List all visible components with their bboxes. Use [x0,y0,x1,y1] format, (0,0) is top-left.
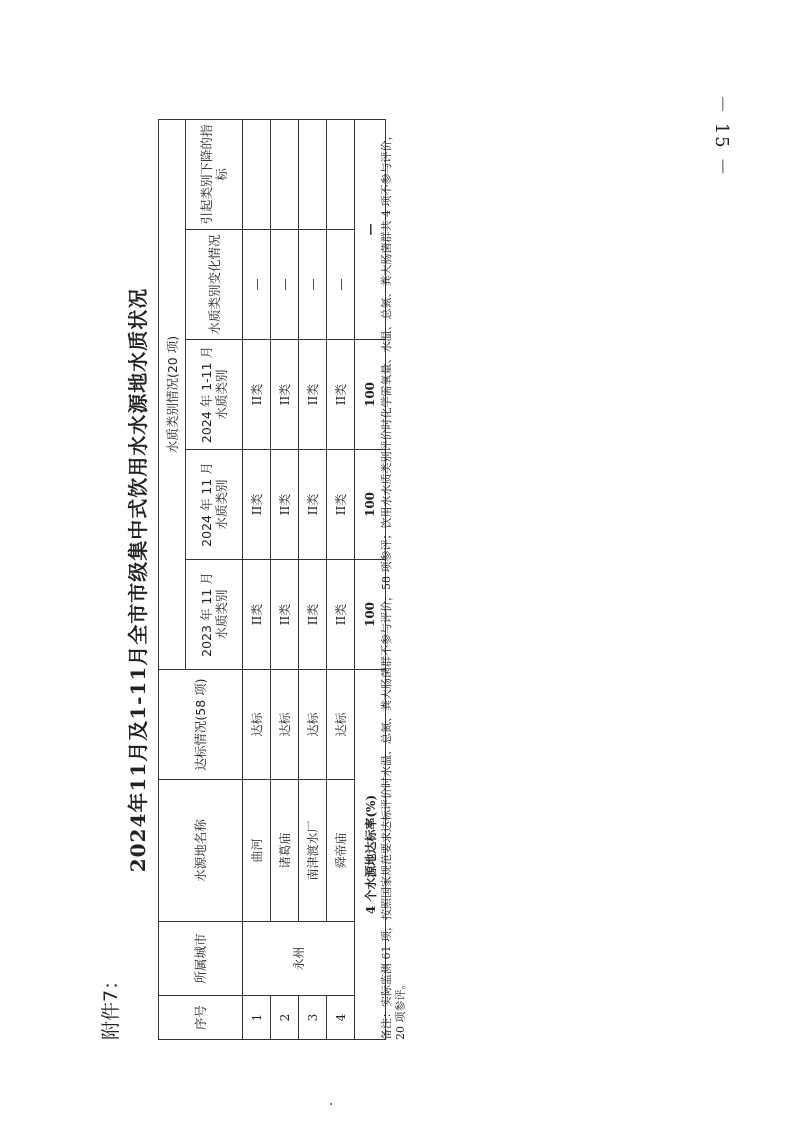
cell-seq: 2 [271,996,299,1040]
attachment-label: 附件7： [100,970,122,1040]
cell-indicators [327,119,355,229]
cell-cat-2023: II类 [243,560,271,670]
header-indicators: 引起类别下降的指标 [186,119,243,229]
table-row [327,119,355,1039]
summary-cat-2024: 100 [355,450,386,560]
cell-indicators [243,119,271,229]
cell-seq: 3 [299,996,327,1040]
cell-seq: 1 [243,996,271,1040]
cell-cat-2024: II类 [299,450,327,560]
header-cat-2024-1-11: 2024 年 1-11 月 水质类别 [186,340,243,450]
header-category-group: 水质类别情况(20 项) [159,119,186,669]
cell-source-name: 曲河 [243,780,271,922]
page-title: 2024年11月及1-11月全市市级集中式饮用水水源地水质状况 [126,287,150,873]
footnote: 备注：实际监测 61 项，按照国家规范要求达标评价时水温、总氮、粪大肠菌群不参与评价，58 项参评；饮用水水质类别评价时化学需氧量、水温、总氮、粪大肠菌群共 4 项不参与评价，20 项参评。 [380,129,407,1040]
cell-cat-2024-ytd: II类 [271,340,299,450]
header-source-name: 水源地名称 [159,780,243,922]
cell-cat-2024: II类 [271,450,299,560]
cell-indicators [271,119,299,229]
summary-cat-2024-ytd: 100 [355,340,386,450]
cell-change: — [271,230,299,340]
cell-standard: 达标 [243,670,271,780]
cell-indicators [299,119,327,229]
cell-change: — [327,230,355,340]
cell-cat-2024: II类 [243,450,271,560]
page-number: － 15 － [711,95,732,178]
cell-city: 永州 [243,922,355,996]
cell-cat-2024: II类 [327,450,355,560]
table-row [271,119,299,1039]
cell-source-name: 诸葛庙 [271,780,299,922]
cell-cat-2023: II类 [271,560,299,670]
cell-source-name: 舜帝庙 [327,780,355,922]
header-cat-2023-11: 2023 年 11 月 水质类别 [186,560,243,670]
scan-speck [330,1103,332,1105]
header-standard: 达标情况(58 项) [159,670,243,780]
cell-cat-2024-ytd: II类 [299,340,327,450]
table-row [243,119,271,1039]
header-city: 所属城市 [159,922,243,996]
water-quality-table [158,119,386,1040]
cell-change: — [299,230,327,340]
cell-source-name: 南津渡水厂 [299,780,327,922]
cell-cat-2023: II类 [327,560,355,670]
cell-cat-2024-ytd: II类 [327,340,355,450]
cell-change: — [243,230,271,340]
header-cat-2024-11: 2024 年 11 月 水质类别 [186,450,243,560]
summary-label: 4 个水源地达标率(%) [355,670,386,1040]
cell-standard: 达标 [299,670,327,780]
cell-standard: 达标 [271,670,299,780]
summary-change: — [355,119,386,339]
header-seq: 序号 [159,996,243,1040]
cell-seq: 4 [327,996,355,1040]
cell-standard: 达标 [327,670,355,780]
header-change: 水质类别变化情况 [186,230,243,340]
summary-cat-2023: 100 [355,560,386,670]
cell-cat-2024-ytd: II类 [243,340,271,450]
rotated-page-content [96,20,407,1120]
table-row [299,119,327,1039]
cell-cat-2023: II类 [299,560,327,670]
